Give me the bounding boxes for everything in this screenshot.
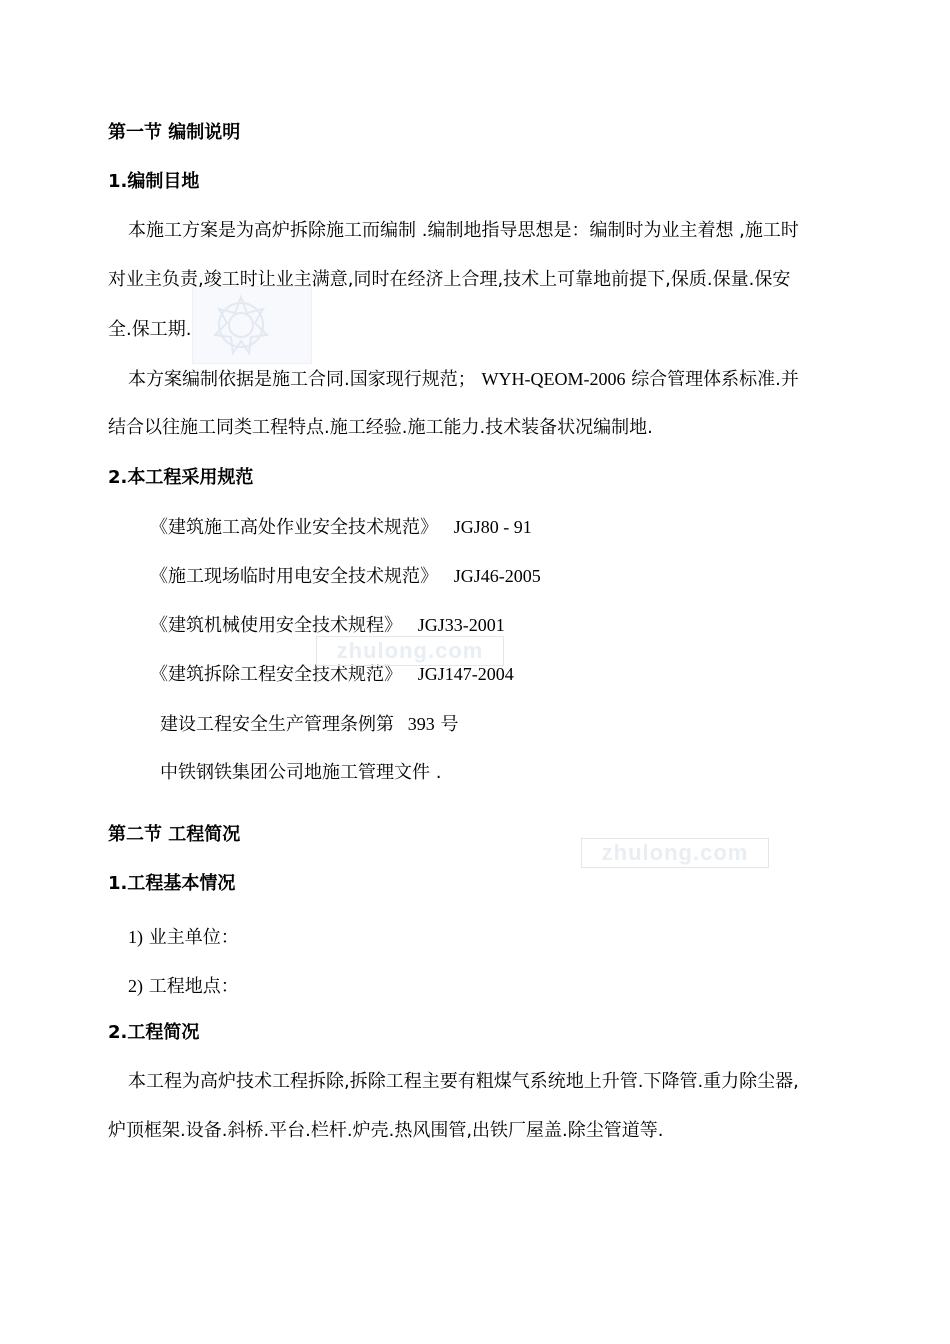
standard-code: JGJ80 - 91 bbox=[453, 517, 532, 537]
standard-item bbox=[150, 613, 890, 638]
info-item bbox=[128, 974, 868, 999]
company-doc-item: 中铁钢铁集团公司地施工管理文件 . bbox=[160, 762, 442, 783]
standard-code: JGJ46-2005 bbox=[453, 566, 541, 586]
standard-item bbox=[150, 662, 890, 687]
paragraph-line: 炉顶框架.设备.斜桥.平台.栏杆.炉壳.热风围管,出铁厂屋盖.除尘管道等. bbox=[108, 1120, 664, 1141]
paragraph-line: 本工程为高炉技术工程拆除,拆除工程主要有粗煤气系统地上升管.下降管.重力除尘器, bbox=[128, 1071, 799, 1092]
item-number: 2) bbox=[128, 976, 143, 996]
paragraph-line bbox=[128, 367, 868, 392]
regulation-number: 393 bbox=[407, 714, 435, 734]
paragraph-line: 结合以往施工同类工程特点.施工经验.施工能力.技术装备状况编制地. bbox=[108, 417, 653, 438]
section-title: 第二节 工程简况 bbox=[108, 824, 241, 845]
item-number: 1) bbox=[128, 927, 143, 947]
standard-item bbox=[150, 564, 890, 589]
watermark-text: zhulong.com bbox=[316, 636, 504, 666]
regulation-suffix: 号 bbox=[440, 714, 459, 735]
standard-name: 《建筑机械使用安全技术规程》 bbox=[150, 615, 402, 636]
subsection-title: 2.工程简况 bbox=[108, 1022, 200, 1043]
basis-text: 本方案编制依据是施工合同.国家现行规范； bbox=[128, 369, 476, 390]
subsection-title: 2.本工程采用规范 bbox=[108, 467, 254, 488]
watermark-text: zhulong.com bbox=[581, 838, 769, 868]
paragraph-line: 对业主负责,竣工时让业主满意,同时在经济上合理,技术上可靠地前提下,保质.保量.保安 bbox=[108, 269, 791, 290]
paragraph-line: 本施工方案是为高炉拆除施工而编制 .编制地指导思想是：编制时为业主着想 ,施工时 bbox=[128, 220, 799, 241]
regulation-text: 建设工程安全生产管理条例第 bbox=[160, 714, 394, 735]
subsection-title: 1.工程基本情况 bbox=[108, 873, 236, 894]
standard-name: 《建筑施工高处作业安全技术规范》 bbox=[150, 517, 438, 538]
standard-item bbox=[150, 515, 890, 540]
subsection-title: 1.编制目地 bbox=[108, 171, 200, 192]
paragraph-line: 全.保工期. bbox=[108, 319, 192, 340]
standard-name: 《施工现场临时用电安全技术规范》 bbox=[150, 566, 438, 587]
regulation-item bbox=[160, 712, 900, 737]
standard-code: JGJ147-2004 bbox=[417, 664, 514, 684]
standard-name: 《建筑拆除工程安全技术规范》 bbox=[150, 664, 402, 685]
standard-code: JGJ33-2001 bbox=[417, 615, 505, 635]
basis-text-cont: 综合管理体系标准.并 bbox=[631, 369, 799, 390]
standard-code: WYH-QEOM-2006 bbox=[481, 369, 626, 389]
section-title: 第一节 编制说明 bbox=[108, 122, 241, 143]
item-label: 业主单位： bbox=[148, 927, 239, 948]
item-label: 工程地点： bbox=[148, 976, 239, 997]
info-item bbox=[128, 925, 868, 950]
